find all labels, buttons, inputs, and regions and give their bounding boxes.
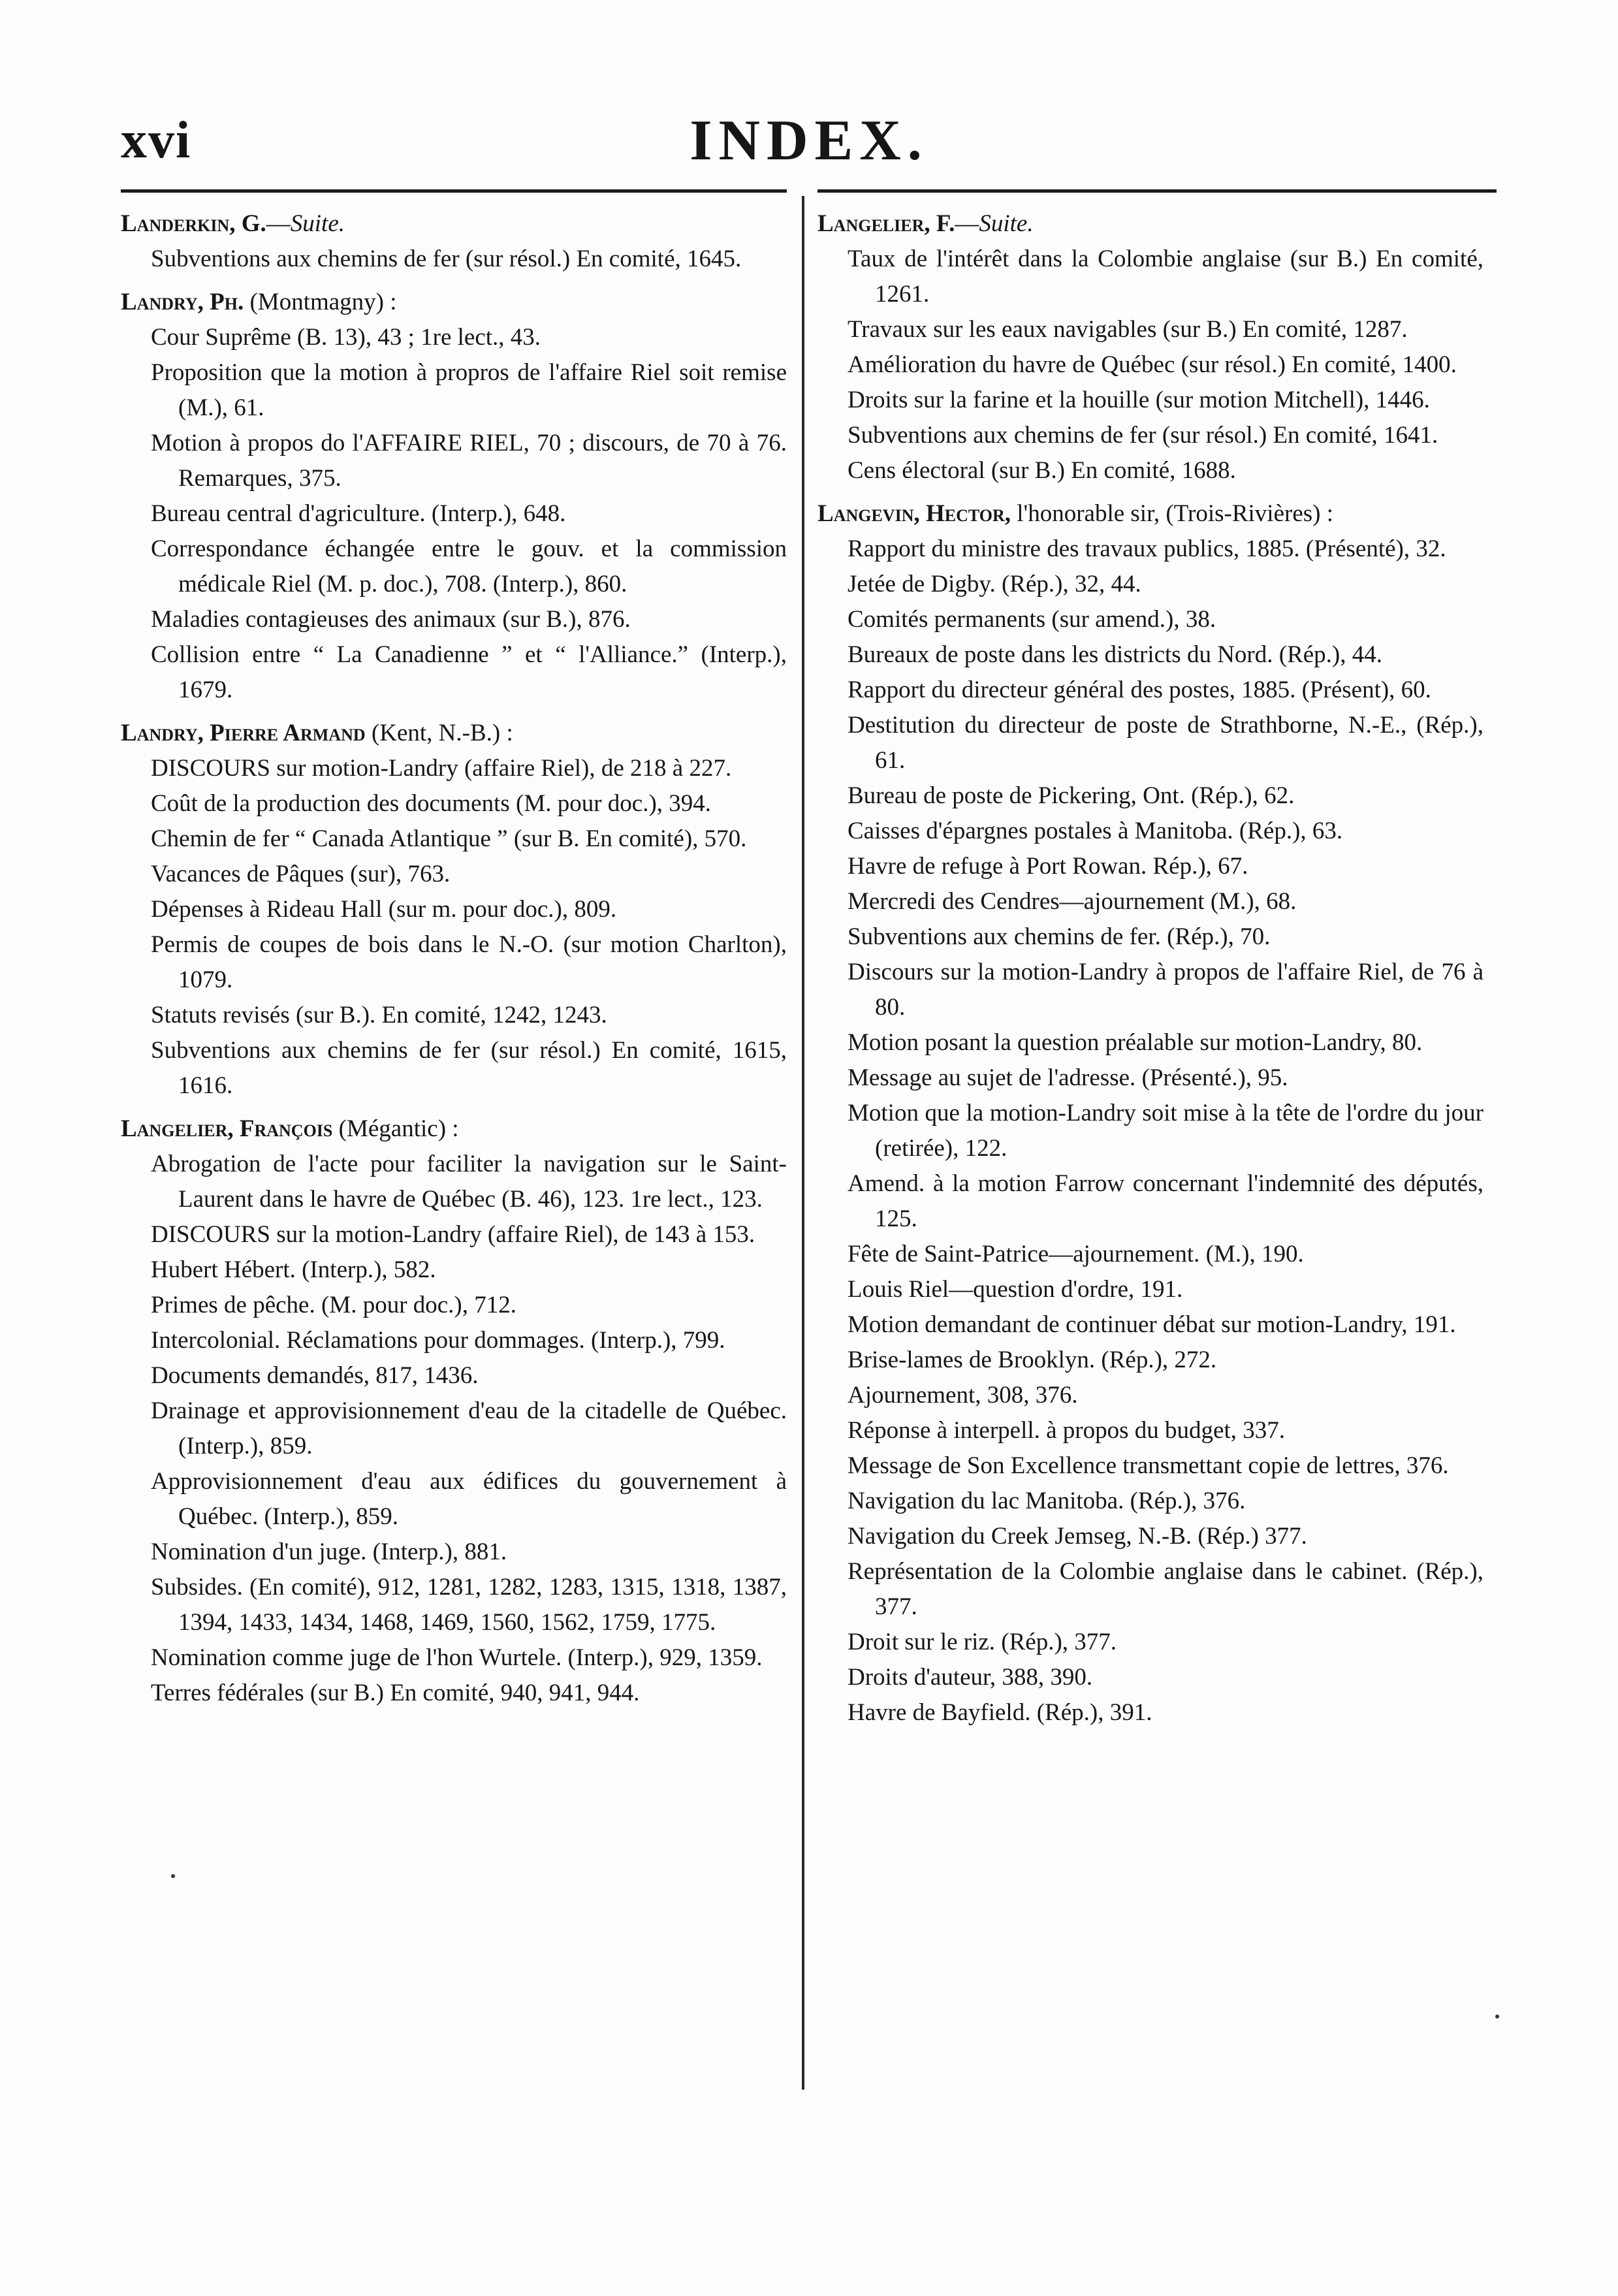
entry-item: Motion à propos do l'AFFAIRE RIEL, 70 ; discours, de 70 à 76. Remarques, 375. [151,430,787,492]
entry-item: Comités permanents (sur amend.), 38. [848,606,1216,633]
entry-item: Fête de Saint-Patrice—ajournement. (M.), 190. [848,1241,1304,1268]
entry-item: Cens électoral (sur B.) En comité, 1688. [848,457,1236,484]
entry-item: Brise-lames de Brooklyn. (Rép.), 272. [848,1347,1217,1373]
entry-item: Terres fédérales (sur B.) En comité, 940, 941, 944. [151,1680,640,1706]
entry-item: Taux de l'intérêt dans la Colombie anglaise (sur B.) En comité, 1261. [848,246,1483,308]
entry-item: Subventions aux chemins de fer. (Rép.), 70. [848,923,1271,950]
entry-item: Hubert Hébert. (Interp.), 582. [151,1256,436,1283]
entry-suite: Suite. [290,210,345,237]
entry-item: Documents demandés, 817, 1436. [151,1362,479,1389]
print-speck [1495,2015,1499,2018]
entry-heading [121,206,787,242]
entry-name: Landry, Pierre Armand [121,720,366,746]
entry-constituency: — [955,210,979,237]
entry-item: Discours sur la motion-Landry à propos de l'affaire Riel, de 76 à 80. [848,959,1483,1021]
page-title: INDEX. [690,109,928,172]
entry-heading [817,496,1483,532]
index-entry [817,206,1483,488]
entry-constituency: (Kent, N.-B.) : [365,720,513,746]
entry-item: Mercredi des Cendres—ajournement (M.), 68. [848,888,1297,915]
index-entry [121,206,787,277]
entry-name: Langevin, Hector, [817,500,1011,527]
entry-item: Dépenses à Rideau Hall (sur m. pour doc.), 809. [151,896,617,923]
page-number: xvi [121,112,192,169]
entry-item: Proposition que la motion à propros de l'affaire Riel soit remise (M.), 61. [151,359,787,421]
entry-name: Langelier, François [121,1115,333,1142]
entry-heading [817,206,1483,242]
entry-item: Message de Son Excellence transmettant copie de lettres, 376. [848,1452,1449,1479]
entry-item: Droits sur la farine et la houille (sur motion Mitchell), 1446. [848,387,1430,413]
entry-item: Rapport du directeur général des postes, 1885. (Présent), 60. [848,677,1431,703]
entry-item: Droits d'auteur, 388, 390. [848,1664,1093,1691]
entry-item: Amélioration du havre de Québec (sur résol.) En comité, 1400. [848,351,1457,378]
entry-item: Intercolonial. Réclamations pour dommages. (Interp.), 799. [151,1327,725,1354]
entry-item: Motion demandant de continuer débat sur motion-Landry, 191. [848,1311,1456,1338]
entry-item: Caisses d'épargnes postales à Manitoba. (Rép.), 63. [848,818,1343,844]
entry-item: Statuts revisés (sur B.). En comité, 1242, 1243. [151,1002,607,1028]
entry-item: Coût de la production des documents (M. pour doc.), 394. [151,790,712,817]
entry-item: DISCOURS sur la motion-Landry (affaire Riel), de 143 à 153. [151,1221,755,1248]
entry-item: Bureau central d'agriculture. (Interp.), 648. [151,500,566,527]
entry-item: Navigation du lac Manitoba. (Rép.), 376. [848,1488,1246,1514]
entry-heading [121,1111,787,1147]
entry-item: Abrogation de l'acte pour faciliter la navigation sur le Saint-Laurent dans le havre de Québec (B. 46), 123. 1re lect., 123. [151,1151,787,1213]
entry-heading [121,716,787,751]
entry-item: Louis Riel—question d'ordre, 191. [848,1276,1183,1303]
entry-constituency: — [266,210,291,237]
entry-name: Langelier, F. [817,210,955,237]
entry-item: Subventions aux chemins de fer (sur résol.) En comité, 1615, 1616. [151,1037,787,1099]
index-entry [121,716,787,1104]
entry-item: Représentation de la Colombie anglaise dans le cabinet. (Rép.), 377. [848,1558,1483,1620]
index-entry [121,285,787,708]
entry-item: DISCOURS sur motion-Landry (affaire Riel), de 218 à 227. [151,755,732,782]
entry-item: Jetée de Digby. (Rép.), 32, 44. [848,571,1141,598]
entry-item: Motion que la motion-Landry soit mise à la tête de l'ordre du jour (retirée), 122. [848,1100,1483,1162]
entry-item: Vacances de Pâques (sur), 763. [151,861,451,887]
entry-item: Permis de coupes de bois dans le N.-O. (sur motion Charlton), 1079. [151,931,787,993]
entry-item: Subventions aux chemins de fer (sur résol.) En comité, 1641. [848,422,1438,449]
entry-item: Primes de pêche. (M. pour doc.), 712. [151,1292,517,1318]
entry-item: Motion posant la question préalable sur motion-Landry, 80. [848,1029,1423,1056]
entry-item: Message au sujet de l'adresse. (Présenté.), 95. [848,1064,1288,1091]
print-speck [171,1874,175,1878]
entry-item: Havre de refuge à Port Rowan. Rép.), 67. [848,853,1248,880]
entry-item: Bureaux de poste dans les districts du Nord. (Rép.), 44. [848,641,1382,668]
entry-item: Approvisionnement d'eau aux édifices du gouvernement à Québec. (Interp.), 859. [151,1468,787,1530]
right-column [817,206,1483,1738]
entry-item: Nomination comme juge de l'hon Wurtele. (Interp.), 929, 1359. [151,1644,763,1671]
entry-heading [121,285,787,320]
entry-constituency: (Mégantic) : [332,1115,459,1142]
entry-item: Amend. à la motion Farrow concernant l'indemnité des députés, 125. [848,1170,1483,1232]
entry-item: Nomination d'un juge. (Interp.), 881. [151,1539,507,1565]
entry-name: Landerkin, G. [121,210,266,237]
index-entry [817,496,1483,1730]
entry-item: Navigation du Creek Jemseg, N.-B. (Rép.) 377. [848,1523,1307,1550]
entry-item: Bureau de poste de Pickering, Ont. (Rép.), 62. [848,782,1295,809]
entry-constituency: l'honorable sir, (Trois-Rivières) : [1011,500,1334,527]
entry-item: Subventions aux chemins de fer (sur résol.) En comité, 1645. [151,246,742,272]
entry-name: Landry, Ph. [121,289,244,315]
entry-item: Rapport du ministre des travaux publics, 1885. (Présenté), 32. [848,535,1446,562]
entry-item: Maladies contagieuses des animaux (sur B.), 876. [151,606,631,633]
entry-item: Ajournement, 308, 376. [848,1382,1078,1409]
entry-item: Droit sur le riz. (Rép.), 377. [848,1629,1117,1655]
entry-item: Réponse à interpell. à propos du budget, 337. [848,1417,1285,1444]
entry-suite: Suite. [979,210,1034,237]
header-rule-left [121,189,787,193]
column-divider [802,196,804,2090]
index-entry [121,1111,787,1711]
entry-item: Cour Suprême (B. 13), 43 ; 1re lect., 43. [151,324,541,351]
entry-item: Chemin de fer “ Canada Atlantique ” (sur B. En comité), 570. [151,825,747,852]
entry-constituency: (Montmagny) : [244,289,397,315]
entry-item: Subsides. (En comité), 912, 1281, 1282, 1283, 1315, 1318, 1387, 1394, 1433, 1434, 1468, 1469, 1560, 1562, 1759, 1775. [151,1574,787,1636]
header-rule-right [817,189,1497,193]
entry-item: Havre de Bayfield. (Rép.), 391. [848,1699,1152,1726]
left-column [121,206,787,1719]
entry-item: Collision entre “ La Canadienne ” et “ l'Alliance.” (Interp.), 1679. [151,641,787,703]
entry-item: Destitution du directeur de poste de Strathborne, N.-E., (Rép.), 61. [848,712,1483,774]
entry-item: Drainage et approvisionnement d'eau de la citadelle de Québec. (Interp.), 859. [151,1397,787,1459]
entry-item: Travaux sur les eaux navigables (sur B.) En comité, 1287. [848,316,1408,343]
entry-item: Correspondance échangée entre le gouv. et la commission médicale Riel (M. p. doc.), 708. (Interp.), 860. [151,535,787,598]
